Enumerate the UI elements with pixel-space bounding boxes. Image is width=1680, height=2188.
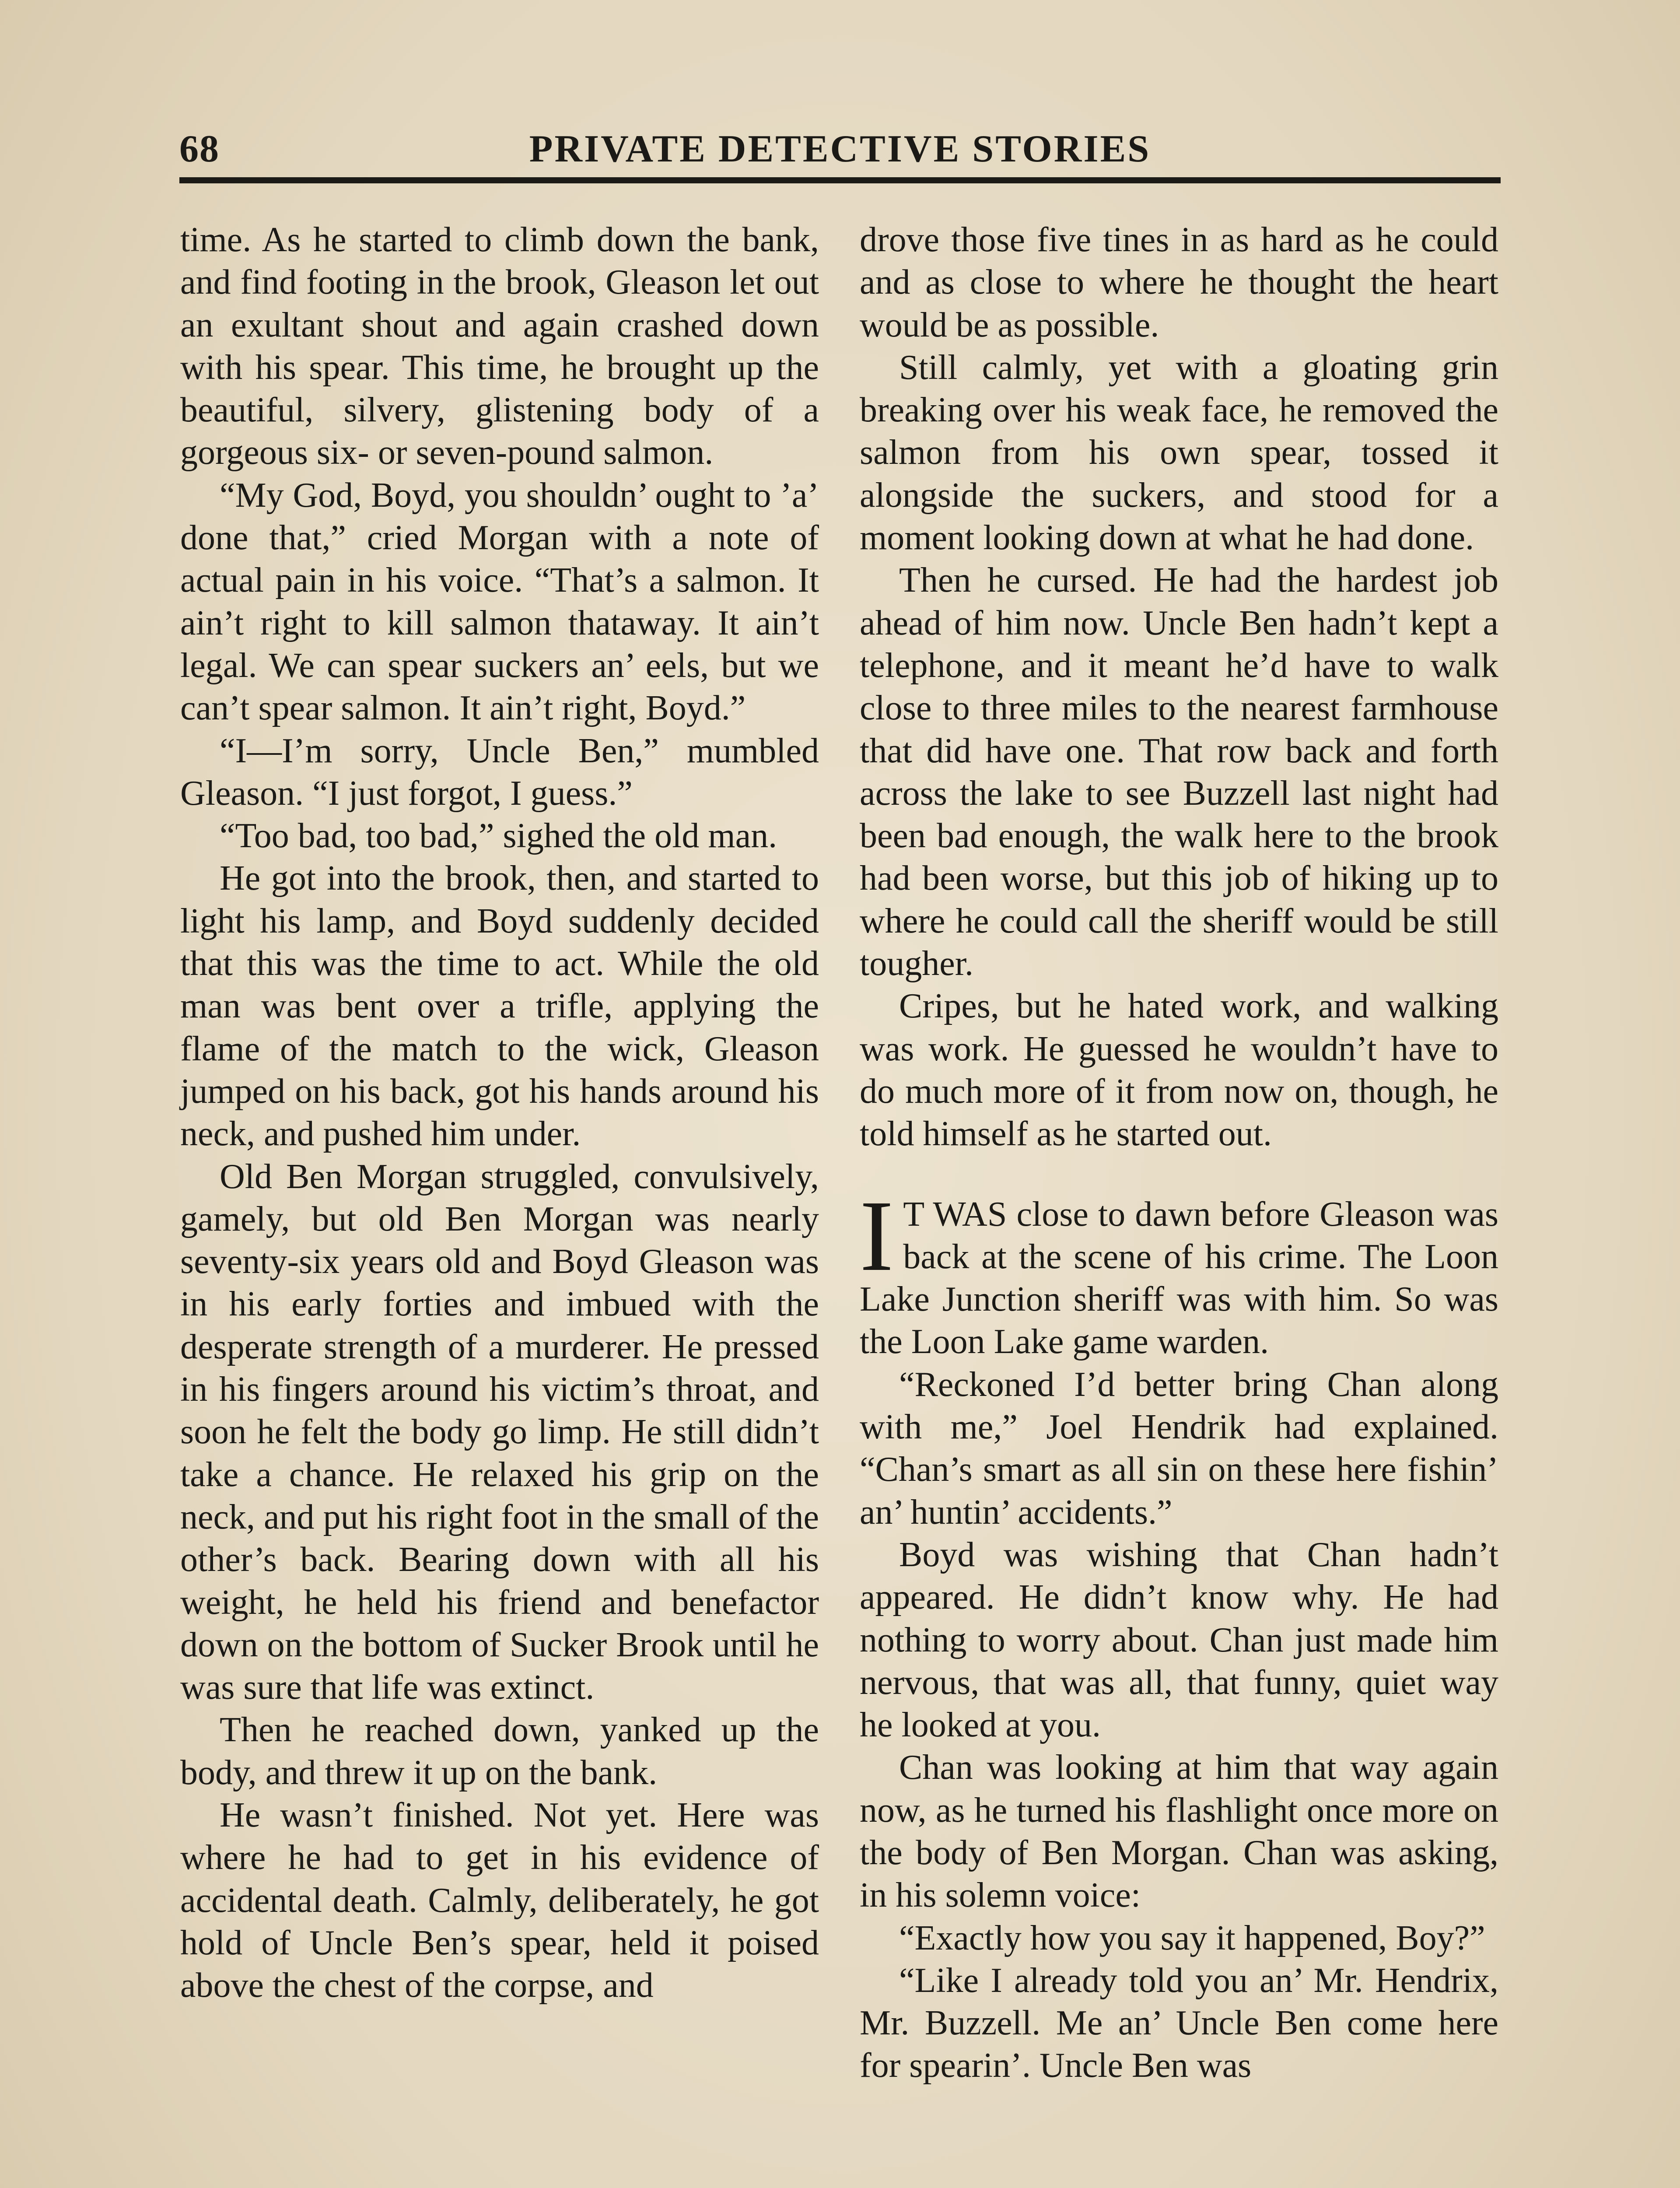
left-column (180, 219, 819, 2007)
dropcap-paragraph (860, 1179, 1498, 1364)
right-column (860, 219, 1498, 2087)
drop-cap-letter: I (860, 1179, 894, 1292)
paragraph: Still calmly, yet with a gloating grin breaking over his weak face, he removed the salmon from his own spear, tossed it alongside the suckers, and stood for a moment looking down at what he had done. (860, 348, 1498, 558)
paragraph: He wasn’t finished. Not yet. Here was where he had to get in his evidence of accidental death. Calmly, deliberately, he got hold of Uncle Ben’s spear, held it poised above the chest of the corpse, and (180, 1795, 819, 2005)
paragraph: Then he cursed. He had the hardest job ahead of him now. Uncle Ben hadn’t kept a telephone, and it meant he’d have to walk close to three miles to the nearest farmhouse that did have one. That row back and forth across the lake to see Buzzell last night had been bad enough, the walk here to the brook had been worse, but this job of hiking up to where he could call the sheriff would be still tougher. (860, 561, 1498, 983)
page-number: 68 (179, 128, 220, 170)
paragraph: Old Ben Morgan struggled, convulsively, gamely, but old Ben Morgan was nearly seventy-six years old and Boyd Gleason was in his early forties and imbued with the desperate strength of a murderer. He pressed in his fingers around his victim’s throat, and soon he felt the body go limp. He still didn’t take a chance. He relaxed his grip on the neck, and put his right foot in the small of the other’s back. Bearing down with all his weight, he held his friend and benefactor down on the bottom of Sucker Brook until he was sure that life was extinct. (180, 1157, 819, 1707)
paragraph: time. As he started to climb down the bank, and find footing in the brook, Gleason let out an exultant shout and again crashed down with his spear. This time, he brought up the beautiful, silvery, glistening body of a gorgeous six- or seven-pound salmon. (180, 221, 819, 472)
running-title: PRIVATE DETECTIVE STORIES (529, 128, 1151, 170)
page-header (179, 118, 1501, 179)
paragraph: Boyd was wishing that Chan hadn’t appeared. He didn’t know why. He had nothing to worry about. Chan just made him nervous, that was all, that funny, quiet way he looked at you. (860, 1535, 1498, 1745)
paragraph: Cripes, but he hated work, and walking was work. He guessed he wouldn’t have to do much more of it from now on, though, he told himself as he started out. (860, 987, 1498, 1154)
paragraph: Chan was looking at him that way again now, as he turned his flashlight once more on the body of Ben Morgan. Chan was asking, in his solemn voice: (860, 1748, 1498, 1915)
paragraph: “Too bad, too bad,” sighed the old man. (220, 817, 777, 856)
paragraph: He got into the brook, then, and started to light his lamp, and Boyd suddenly decided that this was the time to act. While the old man was bent over a trifle, applying the flame of the match to the wick, Gleason jumped on his back, got his hands around his neck, and pushed him under. (180, 859, 819, 1154)
paragraph: drove those five tines in as hard as he could and as close to where he thought the heart would be as possible. (860, 221, 1498, 344)
header-rule (179, 177, 1501, 183)
paragraph: “Reckoned I’d better bring Chan along with me,” Joel Hendrik had explained. “Chan’s smart as all sin on these here fishin’ an’ huntin’ accidents.” (860, 1365, 1498, 1532)
paragraph: “Exactly how you say it happened, Boy?” (899, 1918, 1485, 1957)
paragraph: “I—I’m sorry, Uncle Ben,” mumbled Gleason. “I just forgot, I guess.” (180, 731, 819, 813)
paragraph: “Like I already told you an’ Mr. Hendrix, Mr. Buzzell. Me an’ Uncle Ben come here for spearin’. Uncle Ben was (860, 1961, 1498, 2085)
dropcap-paragraph-text: T WAS close to dawn before Gleason was back at the scene of his crime. The Loon Lake Junction sheriff was with him. So was the Loon Lake game warden. (860, 1195, 1498, 1361)
paragraph: “My God, Boyd, you shouldn’ ought to ’a’ done that,” cried Morgan with a note of actual pain in his voice. “That’s a salmon. It ain’t right to kill salmon thataway. It ain’t legal. We can spear suckers an’ eels, but we can’t spear salmon. It ain’t right, Boyd.” (180, 476, 819, 728)
paragraph: Then he reached down, yanked up the body, and threw it up on the bank. (180, 1711, 819, 1792)
section-break (860, 1156, 1498, 1193)
